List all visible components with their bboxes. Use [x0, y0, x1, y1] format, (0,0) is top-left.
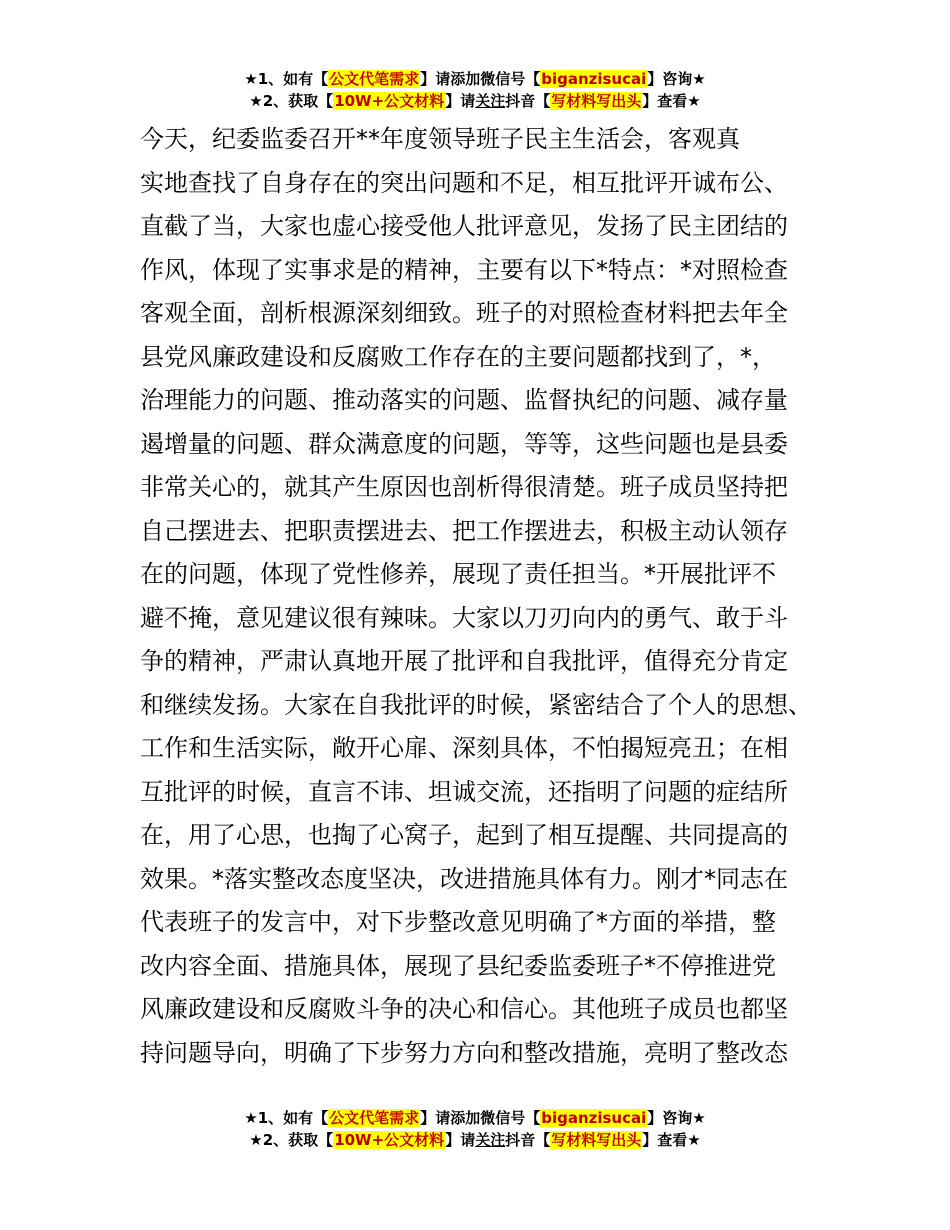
document-body [140, 118, 840, 1075]
body-line: 工作和生活实际，敞开心扉、深刻具体，不怕揭短亮丑；在相 [140, 734, 788, 762]
footer-line-2 [0, 1129, 950, 1151]
body-line: 非常关心的，就其产生原因也剖析得很清楚。班子成员坚持把 [140, 473, 788, 501]
highlight-account: 写材料写出头 [551, 1131, 642, 1149]
banner-text: 】请添加微信号【 [420, 1109, 541, 1127]
footer-banner [0, 1107, 950, 1151]
banner-text: ★2、获取【 [249, 92, 334, 110]
body-line: 客观全面，剖析根源深刻细致。班子的对照检查材料把去年全 [140, 299, 788, 327]
banner-text: ★1、如有【 [244, 70, 329, 88]
banner-text: 抖音【 [505, 92, 551, 110]
banner-text: 】咨询★ [647, 70, 706, 88]
banner-text: 】请 [445, 1131, 476, 1149]
highlight-account: 写材料写出头 [551, 92, 642, 110]
banner-text: ★1、如有【 [244, 1109, 329, 1127]
banner-text: ★2、获取【 [249, 1131, 334, 1149]
banner-text: 】咨询★ [647, 1109, 706, 1127]
highlight-wechat-id: biganzisucai [541, 1109, 647, 1127]
body-line: 作风，体现了实事求是的精神，主要有以下*特点：*对照检查 [140, 255, 788, 284]
body-line: 和继续发扬。大家在自我批评的时候，紧密结合了个人的思想、 [140, 690, 812, 719]
body-line: 效果。*落实整改态度坚决，改进措施具体有力。刚才*同志在 [140, 864, 788, 893]
body-line: 互批评的时候，直言不讳、坦诚交流，还指明了问题的症结所 [140, 777, 788, 806]
body-line: 遏增量的问题、群众满意度的问题，等等，这些问题也是县委 [140, 429, 788, 458]
highlight-wechat-id: biganzisucai [541, 70, 647, 88]
body-line: 直截了当，大家也虚心接受他人批评意见，发扬了民主团结的 [140, 212, 788, 240]
header-line-1 [0, 68, 950, 90]
header-line-2 [0, 90, 950, 112]
body-line: 争的精神，严肃认真地开展了批评和自我批评，值得充分肯定 [140, 647, 788, 675]
banner-text: 】查看★ [642, 92, 701, 110]
body-line: 在的问题，体现了党性修养，展现了责任担当。*开展批评不 [140, 560, 776, 588]
body-line: 避不掩，意见建议很有辣味。大家以刀刃向内的勇气、敢于斗 [140, 603, 788, 632]
header-banner [0, 68, 950, 112]
body-line: 治理能力的问题、推动落实的问题、监督执纪的问题、减存量 [140, 386, 788, 414]
body-line: 实地查找了自身存在的突出问题和不足，相互批评开诚布公、 [140, 168, 788, 197]
banner-text: 】请 [445, 92, 476, 110]
body-line: 风廉政建设和反腐败斗争的决心和信心。其他班子成员也都坚 [140, 995, 788, 1023]
banner-text: 】请添加微信号【 [420, 70, 541, 88]
highlight-materials: 10W+公文材料 [334, 92, 445, 110]
highlight-service: 公文代笔需求 [329, 70, 420, 88]
highlight-service: 公文代笔需求 [329, 1109, 420, 1127]
underlined-follow: 关注 [475, 92, 506, 110]
banner-text: 】查看★ [642, 1131, 701, 1149]
underlined-follow: 关注 [475, 1131, 506, 1149]
highlight-materials: 10W+公文材料 [334, 1131, 445, 1149]
body-line: 今天，纪委监委召开**年度领导班子民主生活会，客观真 [140, 125, 740, 153]
body-line: 自己摆进去、把职责摆进去、把工作摆进去，积极主动认领存 [140, 516, 788, 545]
footer-line-1 [0, 1107, 950, 1129]
body-line: 改内容全面、措施具体，展现了县纪委监委班子*不停推进党 [140, 951, 776, 980]
body-line: 县党风廉政建设和反腐败工作存在的主要问题都找到了，*， [140, 342, 776, 371]
body-line: 持问题导向，明确了下步努力方向和整改措施，亮明了整改态 [140, 1038, 788, 1067]
banner-text: 抖音【 [505, 1131, 551, 1149]
body-line: 在，用了心思，也掏了心窝子，起到了相互提醒、共同提高的 [140, 821, 788, 849]
body-line: 代表班子的发言中，对下步整改意见明确了*方面的举措，整 [140, 908, 776, 936]
